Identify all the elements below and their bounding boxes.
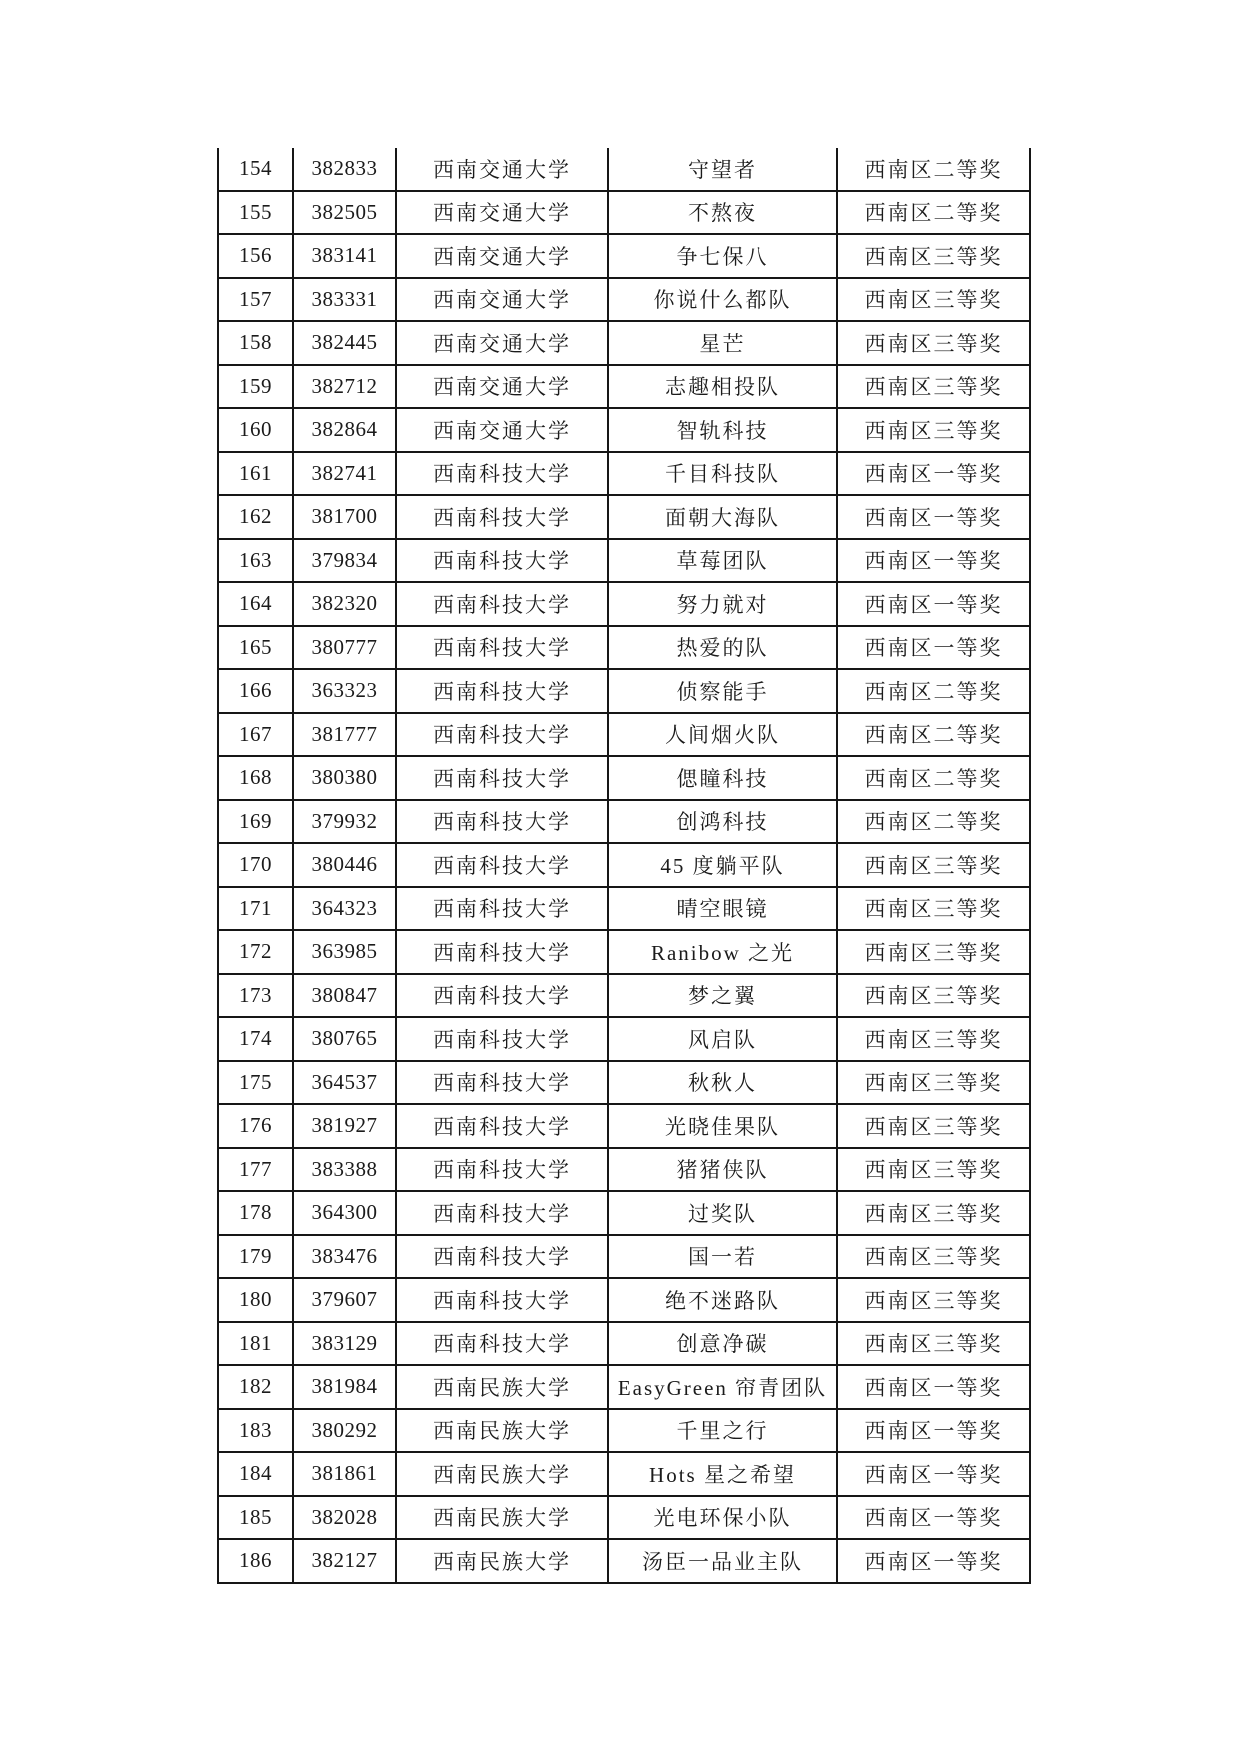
table-row xyxy=(218,582,1030,626)
team-name-cell: 守望者 xyxy=(608,148,837,191)
team-id-cell: 382833 xyxy=(293,148,396,191)
table-row xyxy=(218,669,1030,713)
team-id-cell: 364300 xyxy=(293,1191,396,1235)
table-row xyxy=(218,365,1030,409)
team-name-cell: 光晓佳果队 xyxy=(608,1104,837,1148)
table-row xyxy=(218,408,1030,452)
team-name-cell: 星芒 xyxy=(608,321,837,365)
award-cell: 西南区二等奖 xyxy=(837,713,1030,757)
team-name-cell: EasyGreen 帘青团队 xyxy=(608,1365,837,1409)
row-number-cell: 158 xyxy=(218,321,293,365)
university-cell: 西南交通大学 xyxy=(396,321,608,365)
table-row xyxy=(218,495,1030,539)
row-number-cell: 165 xyxy=(218,626,293,670)
table-row xyxy=(218,191,1030,235)
team-id-cell: 383476 xyxy=(293,1235,396,1279)
university-cell: 西南交通大学 xyxy=(396,408,608,452)
team-name-cell: Ranibow 之光 xyxy=(608,930,837,974)
university-cell: 西南民族大学 xyxy=(396,1409,608,1453)
university-cell: 西南科技大学 xyxy=(396,713,608,757)
university-cell: 西南科技大学 xyxy=(396,800,608,844)
team-id-cell: 383129 xyxy=(293,1322,396,1366)
team-name-cell: 志趣相投队 xyxy=(608,365,837,409)
team-id-cell: 379607 xyxy=(293,1278,396,1322)
university-cell: 西南科技大学 xyxy=(396,843,608,887)
award-cell: 西南区三等奖 xyxy=(837,1322,1030,1366)
row-number-cell: 176 xyxy=(218,1104,293,1148)
award-cell: 西南区三等奖 xyxy=(837,234,1030,278)
table-row xyxy=(218,756,1030,800)
team-name-cell: Hots 星之希望 xyxy=(608,1452,837,1496)
team-name-cell: 光电环保小队 xyxy=(608,1496,837,1540)
award-cell: 西南区三等奖 xyxy=(837,887,1030,931)
team-id-cell: 383331 xyxy=(293,278,396,322)
university-cell: 西南交通大学 xyxy=(396,148,608,191)
team-name-cell: 汤臣一品业主队 xyxy=(608,1539,837,1583)
team-name-cell: 人间烟火队 xyxy=(608,713,837,757)
row-number-cell: 172 xyxy=(218,930,293,974)
university-cell: 西南科技大学 xyxy=(396,495,608,539)
table-row xyxy=(218,713,1030,757)
team-id-cell: 382445 xyxy=(293,321,396,365)
award-cell: 西南区三等奖 xyxy=(837,1104,1030,1148)
team-name-cell: 绝不迷路队 xyxy=(608,1278,837,1322)
table-row xyxy=(218,1017,1030,1061)
row-number-cell: 171 xyxy=(218,887,293,931)
team-id-cell: 382712 xyxy=(293,365,396,409)
team-id-cell: 382028 xyxy=(293,1496,396,1540)
team-name-cell: 偲瞳科技 xyxy=(608,756,837,800)
team-name-cell: 侦察能手 xyxy=(608,669,837,713)
row-number-cell: 175 xyxy=(218,1061,293,1105)
row-number-cell: 174 xyxy=(218,1017,293,1061)
team-name-cell: 创鸿科技 xyxy=(608,800,837,844)
award-cell: 西南区一等奖 xyxy=(837,582,1030,626)
award-cell: 西南区一等奖 xyxy=(837,452,1030,496)
award-cell: 西南区三等奖 xyxy=(837,1148,1030,1192)
award-cell: 西南区三等奖 xyxy=(837,843,1030,887)
university-cell: 西南科技大学 xyxy=(396,669,608,713)
award-cell: 西南区三等奖 xyxy=(837,1061,1030,1105)
university-cell: 西南科技大学 xyxy=(396,1322,608,1366)
award-results-table xyxy=(217,148,1031,1584)
row-number-cell: 160 xyxy=(218,408,293,452)
team-id-cell: 379834 xyxy=(293,539,396,583)
team-id-cell: 380847 xyxy=(293,974,396,1018)
university-cell: 西南交通大学 xyxy=(396,234,608,278)
table-row xyxy=(218,452,1030,496)
row-number-cell: 173 xyxy=(218,974,293,1018)
table-row xyxy=(218,539,1030,583)
university-cell: 西南科技大学 xyxy=(396,1148,608,1192)
university-cell: 西南科技大学 xyxy=(396,1278,608,1322)
row-number-cell: 186 xyxy=(218,1539,293,1583)
table-row xyxy=(218,800,1030,844)
award-cell: 西南区三等奖 xyxy=(837,1191,1030,1235)
team-name-cell: 千目科技队 xyxy=(608,452,837,496)
row-number-cell: 180 xyxy=(218,1278,293,1322)
university-cell: 西南交通大学 xyxy=(396,278,608,322)
team-name-cell: 争七保八 xyxy=(608,234,837,278)
table-row xyxy=(218,1365,1030,1409)
university-cell: 西南科技大学 xyxy=(396,539,608,583)
team-id-cell: 380292 xyxy=(293,1409,396,1453)
university-cell: 西南科技大学 xyxy=(396,582,608,626)
award-cell: 西南区三等奖 xyxy=(837,365,1030,409)
row-number-cell: 170 xyxy=(218,843,293,887)
table-row xyxy=(218,1452,1030,1496)
row-number-cell: 156 xyxy=(218,234,293,278)
university-cell: 西南民族大学 xyxy=(396,1452,608,1496)
table-row xyxy=(218,148,1030,191)
table-row xyxy=(218,1496,1030,1540)
team-name-cell: 晴空眼镜 xyxy=(608,887,837,931)
table-row xyxy=(218,1191,1030,1235)
university-cell: 西南交通大学 xyxy=(396,191,608,235)
team-id-cell: 379932 xyxy=(293,800,396,844)
award-cell: 西南区三等奖 xyxy=(837,278,1030,322)
row-number-cell: 154 xyxy=(218,148,293,191)
table-row xyxy=(218,1409,1030,1453)
award-cell: 西南区一等奖 xyxy=(837,495,1030,539)
award-cell: 西南区二等奖 xyxy=(837,800,1030,844)
award-cell: 西南区三等奖 xyxy=(837,1235,1030,1279)
university-cell: 西南交通大学 xyxy=(396,365,608,409)
team-name-cell: 面朝大海队 xyxy=(608,495,837,539)
team-name-cell: 你说什么都队 xyxy=(608,278,837,322)
award-cell: 西南区二等奖 xyxy=(837,756,1030,800)
award-cell: 西南区一等奖 xyxy=(837,1452,1030,1496)
team-name-cell: 梦之翼 xyxy=(608,974,837,1018)
table-row xyxy=(218,278,1030,322)
university-cell: 西南科技大学 xyxy=(396,756,608,800)
row-number-cell: 161 xyxy=(218,452,293,496)
table-row xyxy=(218,626,1030,670)
team-id-cell: 382741 xyxy=(293,452,396,496)
university-cell: 西南科技大学 xyxy=(396,1235,608,1279)
row-number-cell: 166 xyxy=(218,669,293,713)
table-row xyxy=(218,1104,1030,1148)
table-row xyxy=(218,930,1030,974)
team-name-cell: 热爱的队 xyxy=(608,626,837,670)
university-cell: 西南科技大学 xyxy=(396,1017,608,1061)
row-number-cell: 162 xyxy=(218,495,293,539)
team-id-cell: 381927 xyxy=(293,1104,396,1148)
team-id-cell: 381777 xyxy=(293,713,396,757)
row-number-cell: 163 xyxy=(218,539,293,583)
university-cell: 西南科技大学 xyxy=(396,626,608,670)
team-name-cell: 不熬夜 xyxy=(608,191,837,235)
university-cell: 西南科技大学 xyxy=(396,452,608,496)
team-name-cell: 风启队 xyxy=(608,1017,837,1061)
team-id-cell: 363323 xyxy=(293,669,396,713)
university-cell: 西南科技大学 xyxy=(396,974,608,1018)
university-cell: 西南科技大学 xyxy=(396,1191,608,1235)
team-id-cell: 382864 xyxy=(293,408,396,452)
team-name-cell: 国一若 xyxy=(608,1235,837,1279)
team-name-cell: 千里之行 xyxy=(608,1409,837,1453)
table-row xyxy=(218,234,1030,278)
row-number-cell: 157 xyxy=(218,278,293,322)
university-cell: 西南民族大学 xyxy=(396,1539,608,1583)
university-cell: 西南科技大学 xyxy=(396,1061,608,1105)
award-cell: 西南区三等奖 xyxy=(837,930,1030,974)
table-row xyxy=(218,1148,1030,1192)
row-number-cell: 183 xyxy=(218,1409,293,1453)
team-id-cell: 381700 xyxy=(293,495,396,539)
row-number-cell: 184 xyxy=(218,1452,293,1496)
team-name-cell: 猪猪侠队 xyxy=(608,1148,837,1192)
team-name-cell: 过奖队 xyxy=(608,1191,837,1235)
row-number-cell: 181 xyxy=(218,1322,293,1366)
row-number-cell: 155 xyxy=(218,191,293,235)
team-id-cell: 380446 xyxy=(293,843,396,887)
row-number-cell: 169 xyxy=(218,800,293,844)
award-cell: 西南区三等奖 xyxy=(837,974,1030,1018)
table-row xyxy=(218,1322,1030,1366)
award-cell: 西南区一等奖 xyxy=(837,539,1030,583)
table-row xyxy=(218,321,1030,365)
award-table-body xyxy=(218,148,1030,1583)
award-cell: 西南区二等奖 xyxy=(837,669,1030,713)
team-id-cell: 363985 xyxy=(293,930,396,974)
row-number-cell: 185 xyxy=(218,1496,293,1540)
team-id-cell: 380380 xyxy=(293,756,396,800)
row-number-cell: 168 xyxy=(218,756,293,800)
award-cell: 西南区一等奖 xyxy=(837,1496,1030,1540)
team-id-cell: 364323 xyxy=(293,887,396,931)
table-row xyxy=(218,1539,1030,1583)
award-cell: 西南区二等奖 xyxy=(837,191,1030,235)
team-name-cell: 智轨科技 xyxy=(608,408,837,452)
award-cell: 西南区一等奖 xyxy=(837,626,1030,670)
team-name-cell: 努力就对 xyxy=(608,582,837,626)
table-row xyxy=(218,1278,1030,1322)
team-id-cell: 382505 xyxy=(293,191,396,235)
team-id-cell: 380777 xyxy=(293,626,396,670)
team-name-cell: 创意净碳 xyxy=(608,1322,837,1366)
university-cell: 西南科技大学 xyxy=(396,1104,608,1148)
table-row xyxy=(218,1061,1030,1105)
row-number-cell: 177 xyxy=(218,1148,293,1192)
row-number-cell: 179 xyxy=(218,1235,293,1279)
university-cell: 西南民族大学 xyxy=(396,1496,608,1540)
award-cell: 西南区一等奖 xyxy=(837,1365,1030,1409)
table-row xyxy=(218,843,1030,887)
team-name-cell: 45 度躺平队 xyxy=(608,843,837,887)
award-cell: 西南区一等奖 xyxy=(837,1409,1030,1453)
university-cell: 西南科技大学 xyxy=(396,887,608,931)
award-cell: 西南区三等奖 xyxy=(837,1278,1030,1322)
row-number-cell: 178 xyxy=(218,1191,293,1235)
award-cell: 西南区二等奖 xyxy=(837,148,1030,191)
team-id-cell: 382127 xyxy=(293,1539,396,1583)
university-cell: 西南民族大学 xyxy=(396,1365,608,1409)
award-cell: 西南区一等奖 xyxy=(837,1539,1030,1583)
team-name-cell: 草莓团队 xyxy=(608,539,837,583)
table-row xyxy=(218,974,1030,1018)
team-id-cell: 380765 xyxy=(293,1017,396,1061)
team-id-cell: 381861 xyxy=(293,1452,396,1496)
team-name-cell: 秋秋人 xyxy=(608,1061,837,1105)
team-id-cell: 364537 xyxy=(293,1061,396,1105)
team-id-cell: 382320 xyxy=(293,582,396,626)
table-row xyxy=(218,1235,1030,1279)
team-id-cell: 383388 xyxy=(293,1148,396,1192)
team-id-cell: 383141 xyxy=(293,234,396,278)
award-cell: 西南区三等奖 xyxy=(837,1017,1030,1061)
row-number-cell: 164 xyxy=(218,582,293,626)
table-row xyxy=(218,887,1030,931)
award-cell: 西南区三等奖 xyxy=(837,408,1030,452)
team-id-cell: 381984 xyxy=(293,1365,396,1409)
award-cell: 西南区三等奖 xyxy=(837,321,1030,365)
university-cell: 西南科技大学 xyxy=(396,930,608,974)
row-number-cell: 167 xyxy=(218,713,293,757)
row-number-cell: 159 xyxy=(218,365,293,409)
row-number-cell: 182 xyxy=(218,1365,293,1409)
